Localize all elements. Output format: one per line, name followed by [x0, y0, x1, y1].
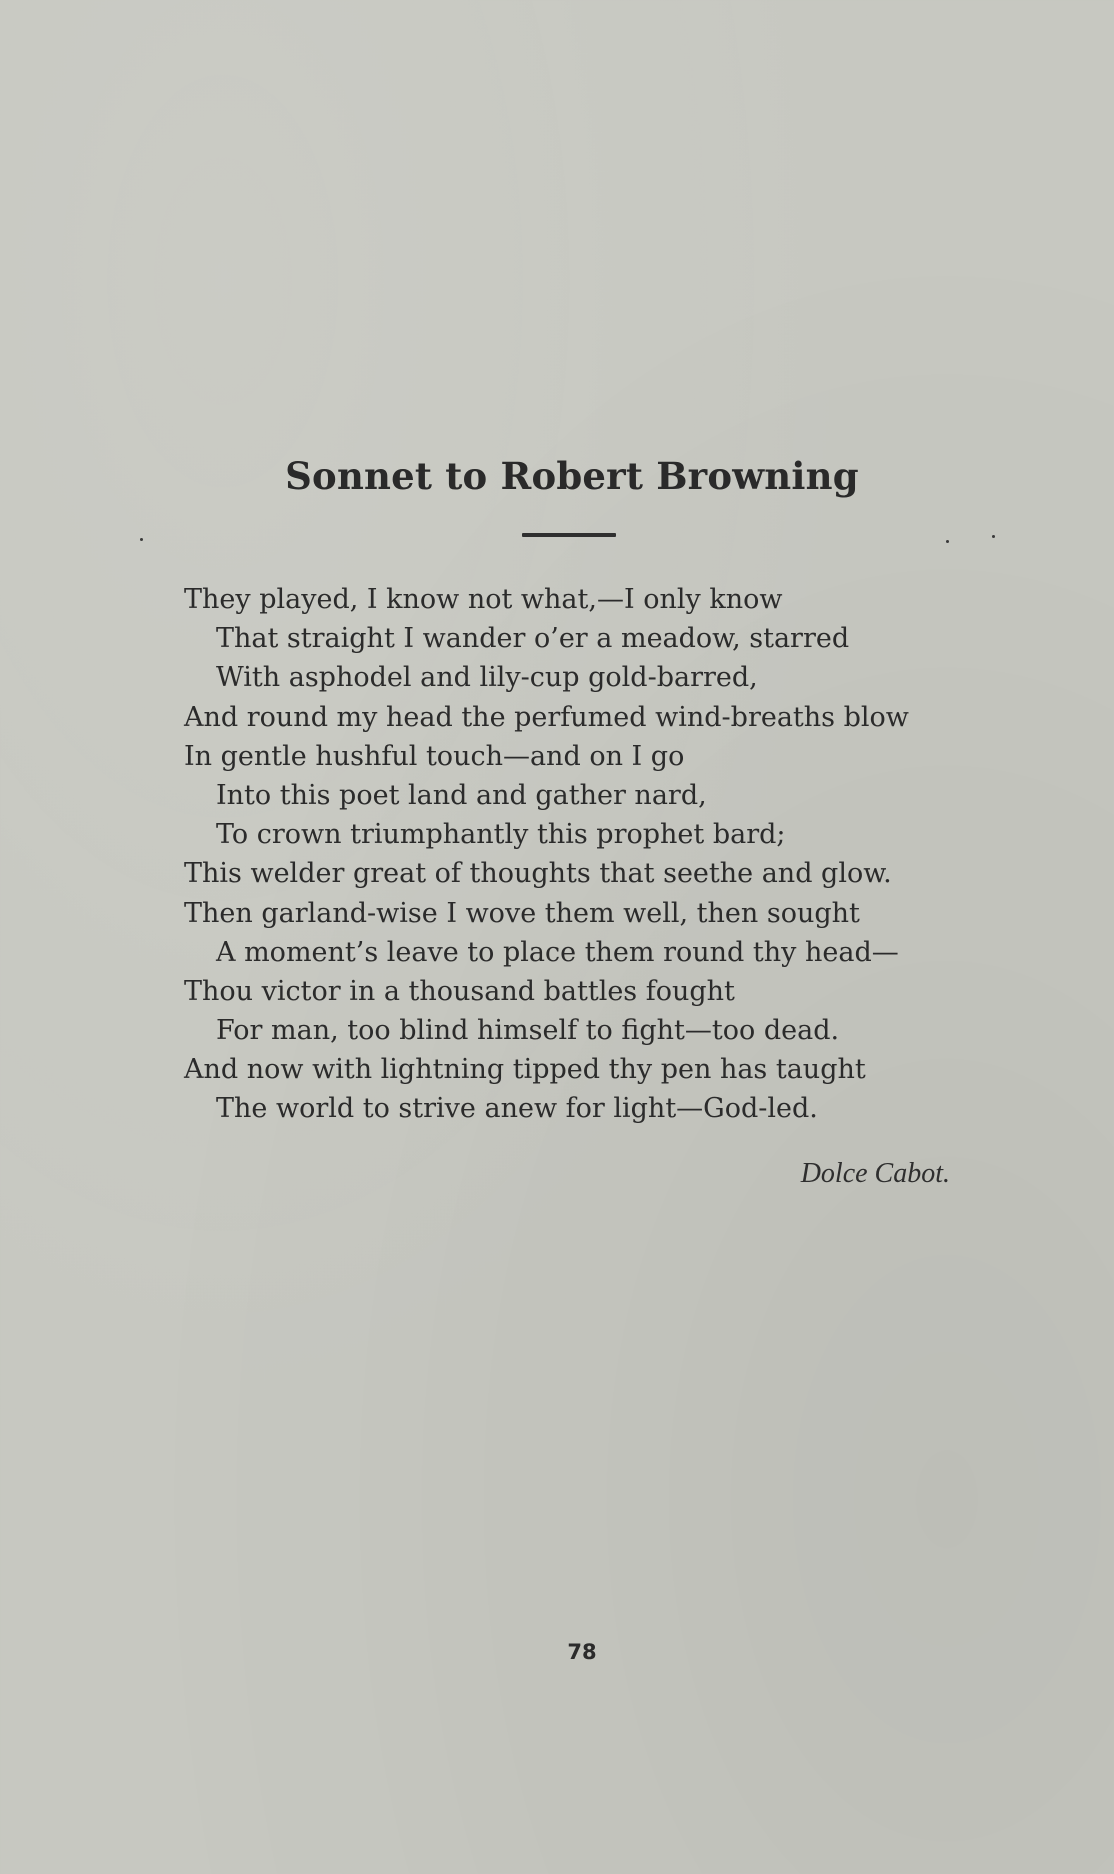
- poem-line: That straight I wander o’er a meadow, starred: [216, 623, 850, 655]
- page-number: 78: [567, 1640, 597, 1664]
- title-rule: [522, 533, 616, 537]
- poem-title: Sonnet to Robert Browning: [285, 454, 859, 498]
- poem-line: A moment’s leave to place them round thy head—: [216, 936, 899, 968]
- poem-line: Then garland-wise I wove them well, then sought: [184, 897, 860, 929]
- poem-line: To crown triumphantly this prophet bard;: [216, 819, 786, 851]
- paper-speck: [992, 535, 995, 538]
- poem-line: This welder great of thoughts that seethe and glow.: [184, 858, 892, 890]
- poem-body: [184, 580, 1004, 1129]
- poem-line: Thou victor in a thousand battles fought: [184, 975, 735, 1007]
- poem-line: For man, too blind himself to fight—too dead.: [216, 1015, 840, 1047]
- poem-line: With asphodel and lily-cup gold-barred,: [216, 662, 758, 694]
- poem-line: And now with lightning tipped thy pen has taught: [184, 1054, 866, 1086]
- poem-line: In gentle hushful touch—and on I go: [184, 740, 685, 772]
- poem-line: And round my head the perfumed wind-breaths blow: [184, 701, 909, 733]
- paper-speck: [140, 538, 143, 541]
- poem-line: Into this poet land and gather nard,: [216, 779, 707, 811]
- paper-speck: [946, 540, 949, 543]
- poem-line: They played, I know not what,—I only know: [184, 584, 783, 615]
- author-signature: Dolce Cabot.: [800, 1158, 950, 1189]
- poem-line: The world to strive anew for light—God-led.: [216, 1093, 818, 1125]
